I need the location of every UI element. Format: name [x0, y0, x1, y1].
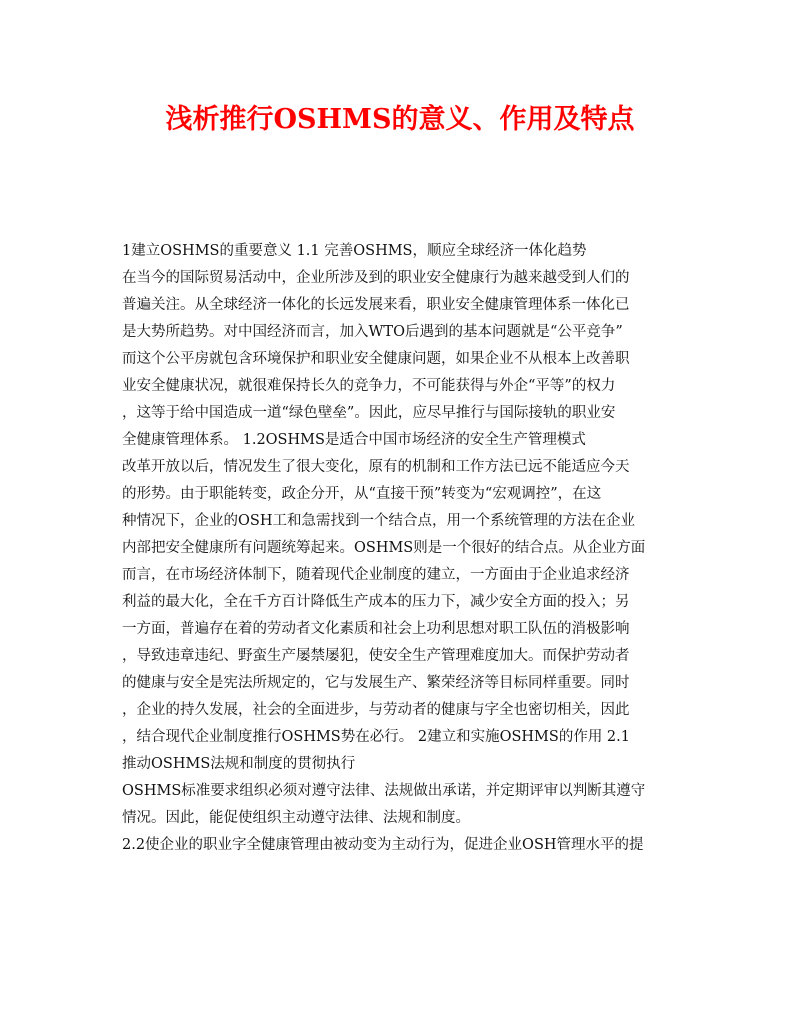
body-line: 内部把安全健康所有问题统筹起来。OSHMS则是一个很好的结合点。从企业方面: [122, 540, 646, 556]
body-line: ，结合现代企业制度推行OSHMS势在必行。 2建立和实施OSHMS的作用 2.1: [122, 729, 630, 745]
body-line: 改革开放以后，情况发生了很大变化，原有的机制和工作方法已远不能适应今天: [122, 459, 630, 475]
body-line: 在当今的国际贸易活动中，企业所涉及到的职业安全健康行为越来越受到人们的: [122, 270, 630, 286]
body-line: 而言，在市场经济体制下，随着现代企业制度的建立，一方面由于企业追求经济: [122, 567, 630, 583]
body-line: 推动OSHMS法规和制度的贯彻执行: [122, 756, 356, 772]
body-line: 的健康与安全是宪法所规定的，它与发展生产、繁荣经济等目标同样重要。同时: [122, 675, 630, 691]
document-body: [122, 238, 682, 859]
body-line: ，企业的持久发展，社会的全面进步，与劳动者的健康与字全也密切相关，因此: [122, 702, 630, 718]
document-title: 浅析推行OSHMS的意义、作用及特点: [165, 104, 635, 135]
body-line: 利益的最大化，全在千方百计降低生产成本的压力下，减少安全方面的投入；另: [122, 594, 630, 610]
body-line: 情况。因此，能促使组织主动遵守法律、法规和制度。: [122, 810, 470, 826]
body-line: 1建立OSHMS的重要意义 1.1 完善OSHMS，顺应全球经济一体化趋势: [122, 243, 587, 259]
body-line: ，导致违章违纪、野蛮生产屡禁屡犯，使安全生产管理难度加大。而保护劳动者: [122, 648, 630, 664]
body-line: 的形势。由于职能转变，政企分开，从“直接干预”转变为“宏观调控”，在这: [122, 486, 602, 502]
body-line: OSHMS标准要求组织必须对遵守法律、法规做出承诺，并定期评审以判断其遵守: [122, 783, 646, 799]
body-line: 种情况下，企业的OSH工和急需找到一个结合点，用一个系统管理的方法在企业: [122, 513, 635, 529]
body-line: ，这等于给中国造成一道“绿色壁垒”。因此，应尽早推行与国际接轨的职业安: [122, 405, 616, 421]
body-line: 业安全健康状况，就很难保持长久的竞争力，不可能获得与外企“平等”的权力: [122, 378, 616, 394]
body-line: 普遍关注。从全球经济一体化的长远发展来看，职业安全健康管理体系一体化已: [122, 297, 630, 313]
body-line: 一方面，普遍存在着的劳动者文化素质和社会上功利思想对职工队伍的消极影响: [122, 621, 630, 637]
body-line: 是大势所趋势。对中国经济而言，加入WTO后遇到的基本问题就是“公平竞争”: [122, 324, 623, 340]
body-line: 全健康管理体系。 1.2OSHMS是适合中国市场经济的安全生产管理模式: [122, 432, 586, 448]
body-line: 2.2使企业的职业字全健康管理由被动变为主动行为，促进企业OSH管理水平的提: [122, 837, 644, 853]
body-line: 而这个公平房就包含环境保护和职业安全健康问题，如果企业不从根本上改善职: [122, 351, 630, 367]
